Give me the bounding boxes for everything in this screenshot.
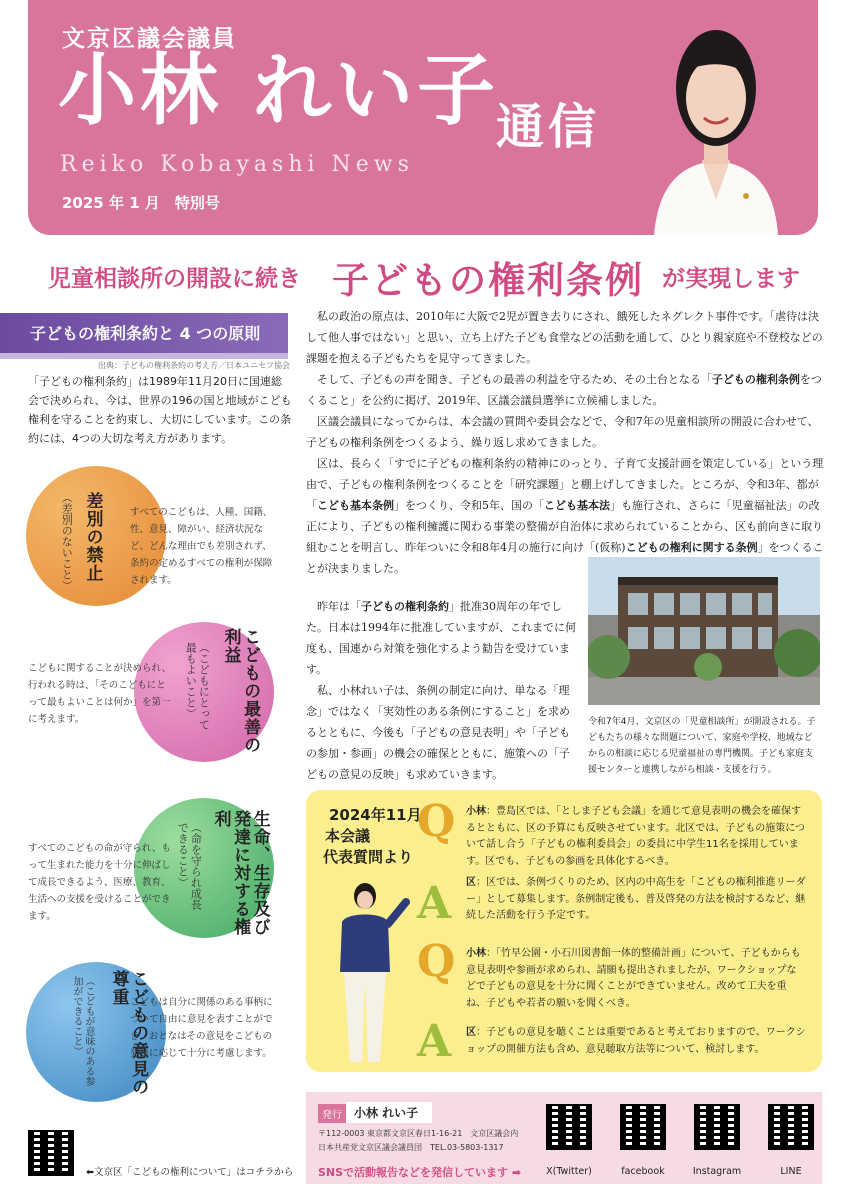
article-paragraph-4: 区は、長らく「すでに子どもの権利条約の精神にのっとり、子育て支援計画を策定している」という理由で、子どもの権利条例をつくることを「研究課題」と棚上げしてきました。ところが、令和3年、都が「こども基本条例」をつくり、令和5年、国の「こども基本法」も施行され、さらに「児童福祉法」の改正により、子どもの権利擁護に関わる事業の整備が自治体に求められていることから、区も前向きに取り組むことを明言し、昨年ついに令和8年4月の施行に向け「(仮称)こどもの権利に関する条例」をつくることが決まりました。 (306, 457, 824, 575)
footer-org: 日本共産党文京区議会議員団 TEL.03-5803-1317 (318, 1143, 504, 1152)
footer-address: 〒112-0003 東京都文京区春日1-16-21 文京区議会内 (318, 1129, 519, 1138)
speaker-illustration (320, 882, 410, 1068)
headline-main: 子どもの権利条例 (332, 259, 644, 302)
qr-code-line[interactable] (768, 1104, 814, 1150)
principle-desc-2: こどもに関することが決められ、行われる時は、「そのこどもにとって最もよいことは何か」を第一に考えます。 (28, 663, 172, 725)
headline (0, 248, 857, 302)
qa-item-4: 区：子どもの意見を聴くことは重要であると考えておりますので、ワークショップの開催方法も含め、意見聴取方法等について、検討します。 (466, 1027, 806, 1055)
sns-label-line: LINE (780, 1166, 802, 1177)
convention-banner (0, 313, 288, 353)
headline-post: が実現します (662, 266, 800, 292)
qr-code-x[interactable] (546, 1104, 592, 1150)
convention-banner-title: 子どもの権利条約と 4 つの原則 (30, 324, 261, 343)
principle-sub-4: （こどもが意味のある参加ができること） (71, 976, 94, 1086)
principle-title-4: こどもの意見の尊重 (108, 970, 149, 1096)
principle-title-1: 差別の禁止 (82, 492, 103, 582)
sns-label-facebook: facebook (621, 1166, 665, 1177)
sns-label-x: X(Twitter) (546, 1166, 592, 1177)
convention-source: 出典：子どもの権利条約の考え方／日本ユニセフ協会 (98, 361, 290, 370)
qa-item-2: 区：区では、条例づくりのため、区内の中高生を「こどもの権利推進リーダー」として募集します。条例制定後も、普及啓発の方法を検討するなど、継続した活動を行う予定です。 (466, 877, 806, 921)
article-paragraph-2: そして、子どもの声を聞き、子どもの最善の利益を守るため、その土台となる「子どもの権利条例をつくること」を公約に掲げ、2019年、区議会議員選挙に立候補しました。 (306, 373, 822, 407)
qr-code-rights[interactable] (28, 1130, 74, 1176)
qa-item-1: 小林：豊島区では、「としま子ども会議」を通じて意見表明の機会を確保するとともに、区の予算にも反映させています。北区では、子どもの施策について話し合う「子どもの権利委員会」の委員に中学生11名を採用しています。区でも、子どもの参画を具体化するべき。 (466, 806, 805, 867)
masthead-roman: Reiko Kobayashi News (60, 152, 414, 177)
principle-desc-1: すべてのこどもは、人種、国籍、性、意見、障がい、経済状況など、どんな理由でも差別されず、条約の定めるすべての権利が保障されます。 (130, 507, 273, 586)
article-paragraph-5: 昨年は「子どもの権利条約」批准30周年の年でした。日本は1994年に批准していますが、これまでに何度も、国連から対策を強化するよう勧告を受けています。 (306, 600, 576, 676)
principle-title-2: こどもの最善の利益 (220, 628, 261, 754)
child-guidance-center-photo (588, 557, 820, 705)
qa-a-letter-2: A (417, 1016, 452, 1067)
qa-a-letter-1: A (417, 878, 452, 929)
principle-sub-3: （命を守られ成長できること） (176, 822, 203, 910)
footer (306, 1092, 822, 1184)
article-body-narrow (306, 596, 578, 785)
qa-q-letter-1: Q (417, 796, 456, 847)
article-paragraph-1: 私の政治の原点は、2010年に大阪で2児が置き去りにされ、餓死したネグレクト事件です。「虐待は決して他人事ではない」と思い、立ち上げた子ども食堂などの活動を通して、ひとり親家庭や不登校などの課題を抱える子どもたちを見守ってきました。 (306, 310, 823, 365)
convention-intro: 「子どもの権利条約」は1989年11月20日に国連総会で決められ、今は、世界の196の国と地域がこども権利を守ることを約束し、大切にしています。この条約には、4つの大切な考え方があります。 (28, 375, 292, 445)
principle-desc-4: こどもは自分に関係のある事柄について自由に意見を表すことができ、おとなはその意見をこどもの発達に応じて十分に考慮します。 (130, 997, 273, 1059)
principle-desc-3: すべてのこどもの命が守られ、もって生まれた能力を十分に伸ばして成長できるよう、医療、教育、生活への支援を受けることができます。 (28, 843, 171, 922)
headline-pre: 児童相談所の開設に続き (48, 266, 301, 292)
qa-item-3: 小林：「竹早公園・小石川図書館一体的整備計画」について、子どもからも意見表明や参画が求められ、請願も提出されましたが、ワークショップなどで子どもの意見を十分に聞くことができていません。改めて工夫を重ね、子どもや若者の願いを聞くべき。 (466, 948, 801, 1009)
portrait-image (614, 0, 818, 235)
masthead-name: 小林 れい子 (58, 46, 500, 136)
principle-sub-2: （こどもにとって最もよいこと） (184, 642, 211, 730)
article-body (306, 306, 826, 579)
qr-code-instagram[interactable] (694, 1104, 740, 1150)
qa-title: 2024年11月 本会議 代表質問より (323, 806, 422, 866)
rights-link-text: ⬅文京区「こどもの権利について」はコチラから (86, 1167, 294, 1178)
publisher-label: 発行 (318, 1104, 346, 1123)
principle-title-3: 生命、生存及び発達に対する権利 (210, 810, 270, 936)
photo-caption: 令和7年4月、文京区の「児童相談所」が開設される。子どもたちの様々な問題について、家庭や学校、地域などからの相談に応じる児童福祉の専門機関。子ども家庭支援センターと連携しながら相談・支援を行う。 (588, 717, 816, 775)
sns-callout: SNSで活動報告などを発信しています ➡ (318, 1166, 522, 1179)
publisher-name: 小林 れい子 (346, 1102, 432, 1123)
article-paragraph-6: 私、小林れい子は、条例の制定に向け、単なる「理念」ではなく「実効性のある条例にすること」を求めるとともに、今後も「子どもの意見表明」や「子どもの参加・参画」の機会の確保とともに、施策への「子どもの意見の反映」も求めていきます。 (306, 684, 570, 781)
sns-label-instagram: Instagram (692, 1166, 742, 1177)
qr-code-facebook[interactable] (620, 1104, 666, 1150)
principle-sub-1: （差別のないこと） (60, 492, 74, 591)
article-paragraph-3: 区議会議員になってからは、本会議の質問や委員会などで、令和7年の児童相談所の開設に合わせて、子どもの権利条例をつくるよう、繰り返し求めてきました。 (306, 415, 819, 449)
masthead-subtitle: 文京区議会議員 (62, 26, 237, 52)
masthead (28, 0, 818, 235)
issue-date: 2025 年 1 月 特別号 (62, 194, 220, 212)
masthead-tsushin: 通信 (496, 99, 601, 155)
qa-q-letter-2: Q (417, 936, 456, 987)
